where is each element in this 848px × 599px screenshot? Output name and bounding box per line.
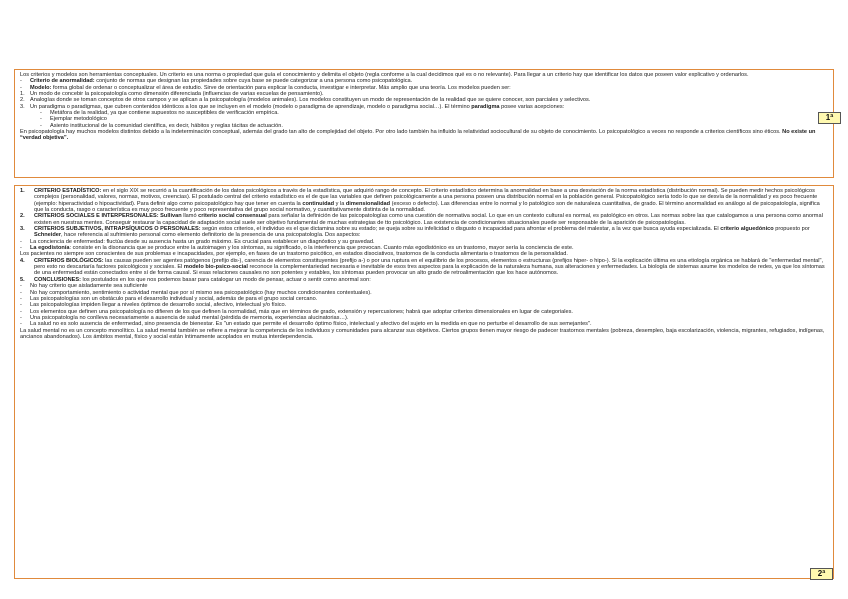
list-item-3: 3. Un paradigma o paradigmas, que cubren contenidos idénticos a los que se incluyen en el modelo (modelo o paradigma de aprendizaje, modelo o paradigma social…). El término paradigma posee varias acepciones: (20, 103, 565, 110)
section-box-2 (14, 185, 834, 579)
criterios-subjetivos: 3. CRITERIOS SUBJETIVOS, INTRAPSÍQUICOS O PERSONALES: según estos criterios, el individuo es el que dictamina sobre su estado; se queja sobre su infelicidad o disgusto o incapacidad para afrontar el problema del malestar, a la vez que busca ayuda especializada. El criterio alguedónico propuesto por Schneider, hace referencia al sufrimiento personal como elemento definitorio de la presencia de una psicopatología. Dos aspectos: (20, 226, 810, 239)
conclusion-item: - Una psicopatología no conlleva necesariamente a ausencia de salud mental (pérdida de memoria, experiencias alucinatorias…). (20, 314, 349, 321)
final-paragraph: La salud mental no es un concepto monolítico. La salud mental también se refiere a mejorar la competencia de los individuos y comunidades para alcanzar sus objetivos. Ciertos grupos tienen mayor riesgo de padecer trastornos mentales (pobreza, desempleo, baja escolarización, violencia, migrantes, refugiados, indígenas, ancianos abandonados). Los ámbitos mental, físico y social están íntimamente acoplados en mutua interdependencia. (20, 327, 825, 340)
bullet-modelo: - Modelo: forma global de ordenar o conceptualizar el área de estudio. Sirve de orientación para explicar la conducta, investigar e interpretar. Más amplio que una teoría. Los modelos pueden ser: (20, 84, 511, 91)
list-item-2: 2. Analogías donde se toman conceptos de otros campos y se aplican a la psicopatología (modelos animales). Los modelos constituyen un modo de representación de la realidad que se quiere conocer, son parciales y selectivos. (20, 97, 591, 104)
patients-paragraph: Los pacientes no siempre son conscientes de sus problemas e incapacidades, por ejemplo, en fases de un trastorno psicótico, en estados disociativos, trastornos de la conducta alimentaria o trastornos de la personalidad. (20, 251, 568, 258)
conclusion-item: - La salud no es solo ausencia de enfermedad, sino presencia de bienestar. Es "un estado que permite el desarrollo óptimo físico, intelectual y afectivo del sujeto en la medida en que no perturbe el desarrollo de sus semejantes". (20, 321, 592, 328)
list-item-1: 1. Un modo de concebir la psicopatología como dimensión diferenciada (influencias de varias escuelas de pensamiento). (20, 91, 324, 98)
sub-item-1: - Metáfora de la realidad, ya que contiene supuestos no susceptibles de verificación empírica. (40, 110, 279, 117)
intro-paragraph: Los criterios y modelos son herramientas conceptuales. Un criterio es una norma o propiedad que guía el conocimiento y delimita el objeto (regla conforme a la cual decidimos qué es o no relevante). Para llegar a un criterio hay que identificar los datos que poseen valor explicativo y ordenarlos. (20, 72, 749, 78)
criterio-estadistico: 1. CRITERIO ESTADÍSTICO: en el siglo XIX se recurrió a la cuantificación de los datos psicológicos a través de la estadística, que adquirió rango de concepto. El criterio estadístico determina la anormalidad en base a una desviación de la norma estadística (distribución normal). Se pueden medir hechos psicológicos complejos (personalidad, valores, normas, motivos, creencias). El postulado central del criterio estadístico es el de que las variables que definen psicológicamente a una persona poseen una distribución normal en la población general. Psicopatológico sería todo lo que se desvía de la normalidad y es poco frecuente (ejemplo: hiperactividad o hipoactividad). Para definir algo como psicopatológico hay que tener en cuenta la continuidad y la dimensionalidad (exceso o defecto). Las diferencias entre lo normal y lo patológico son de naturaleza cuantitativa, de grado. El término anormalidad es análogo al de psicopatología, significa que la conducta, rasgo o característica es muy poco frecuente y poco representativa del grupo social normativo, y cuantitativamente distinta de la normalidad. (20, 188, 820, 214)
sub-item-2: - Ejemplar metodológico (40, 116, 107, 123)
conclusiones: 5. CONCLUSIONES: los postulados en los que nos podemos basar para catalogar un modo de pensar, actuar o sentir como anormal son: (20, 276, 371, 283)
conclusion-item: - Las psicopatologías son un obstáculo para el desarrollo individual y social, además de para el grupo social cercano. (20, 295, 318, 302)
closing-paragraph: En psicopatología hay muchos modelos distintos debido a la indeterminación conceptual, además del grado tan alto de complejidad del objeto. Por otro lado también ha influido la relatividad sociocultural de su objeto de conocimiento. Lo psicopatológico a veces no responde a criterios científicos sino éticos. No existe un “verdad objetiva”. (20, 129, 816, 142)
criterios-sociales: 2. CRITERIOS SOCIALES E INTERPERSONALES: Sullivan llamó criterio social consensual para señalar la definición de las psicopatologías como una cuestión de normativa social. Lo que en un contexto cultural es normal, es patológico en otros. Las normas sobre las que catalogamos a una persona como anormal existen en nuestras mentes. Conseguir restaurar la capacidad de adaptación social suele ser objetivo fundamental de muchas estrategias de tto psicológico. Las existencia de condicionantes situacionales puede ser responsable de la aparición de psicopatologías. (20, 213, 823, 226)
criterios-biologicos: 4. CRITERIOS BIOLÓGICOS: las causas pueden ser agentes patógenos (prefijo dis-), carencia de elementos constituyentes (prefijo a-) o por una ruptura en el equilibrio de los procesos, elementos o estructuras (prefijos hiper- o hipo-). Si la explicación última es una etiología orgánica se hablará de "enfermedad mental", pero esto no descartaría factores psicológicos y sociales. El modelo bio-psico-social reconoce la complementariedad necesaria e inevitable de esos tres aspectos para la explicación de la naturaleza humana, sus alteraciones y enfermedades. La biología de sistemas asume los modelos de redes, ya que los síntomas de una enfermedad están conectados entre sí de forma causal. Si esas relaciones causales no son potentes y estables, los síntomas pueden provocar un alto grado de retroalimentación que los hace autónomos. (20, 257, 825, 277)
conclusion-item: - Los elementos que definen una psicopatología no difieren de los que definen la normalidad, más que en términos de grado, extensión y repercusiones; habrá que adoptar criterios dimensionales en lugar de categoriales. (20, 308, 573, 315)
page-badge-first: 1ª (818, 112, 841, 124)
section-box-1 (14, 69, 834, 178)
bullet-criterio-anormalidad: - Criterio de anormalidad: conjunto de normas que designan las propiedades sobre cuya base se puede categorizar a una persona como psicopatológica. (20, 78, 413, 85)
conclusion-item: - No hay comportamiento, sentimiento o actividad mental que por sí mismo sea psicopatológico (hay muchos condicionantes contextuales). (20, 289, 372, 296)
dash-conciencia: - La conciencia de enfermedad: fluctúa desde su ausencia hasta un grado máximo. Es crucial para establecer un diagnóstico y su gravedad. (20, 238, 375, 245)
page-badge-second: 2ª (810, 568, 833, 580)
conclusion-item: - Las psicopatologías impiden llegar a niveles óptimos de desarrollo social, afectivo, intelectual y/o físico. (20, 302, 287, 309)
dash-egodistonia: - La egodistonía: consiste en la disonancia que se produce entre la autoimagen y los síntomas, su significado, o la interferencia que provocan. Cuanto más egodistónico es un trastorno, mayor sería la conciencia de este. (20, 245, 574, 252)
conclusion-item: - No hay criterio que aisladamente sea suficiente (20, 283, 148, 290)
sub-item-3: - Asiento institucional de la comunidad científica, es decir, hábitos y reglas tácitas de actuación. (40, 122, 283, 129)
